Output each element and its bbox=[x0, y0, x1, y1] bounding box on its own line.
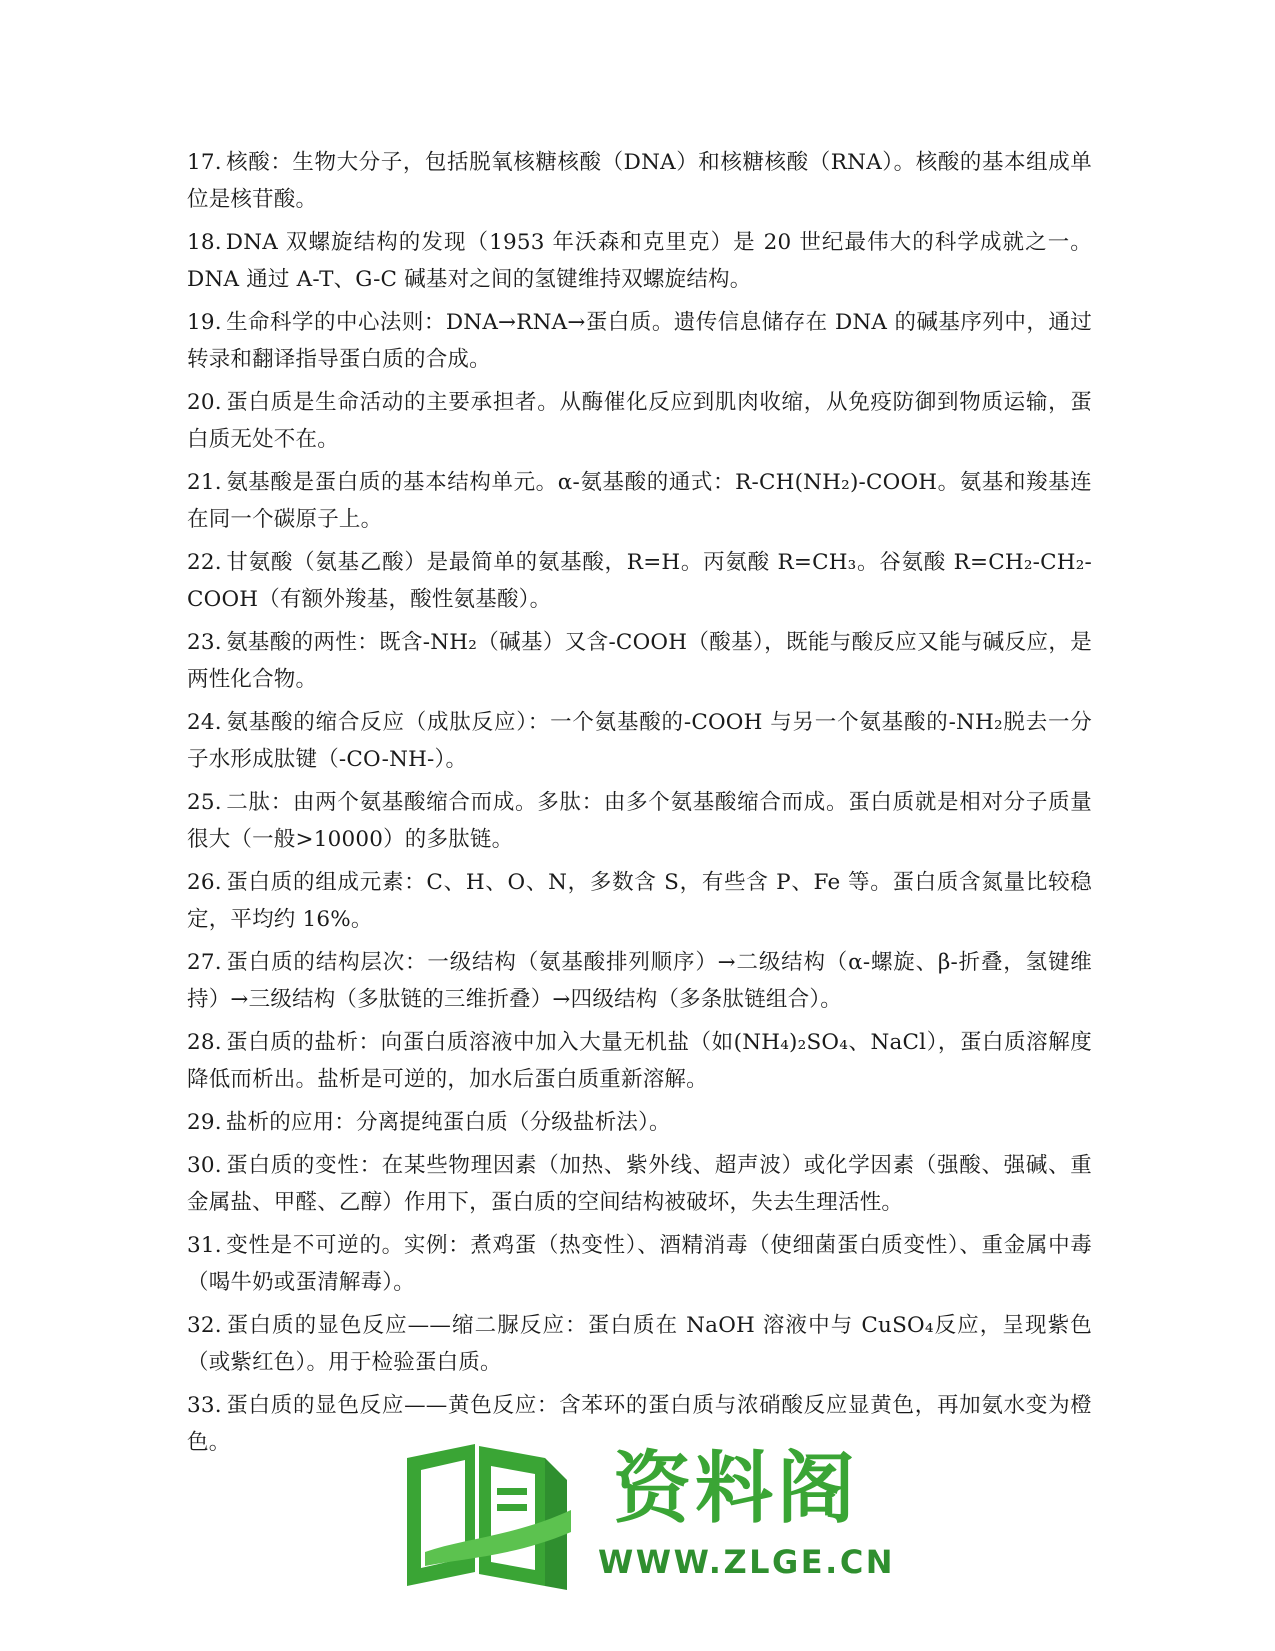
content-list bbox=[187, 144, 1092, 1467]
list-item bbox=[187, 544, 1092, 618]
item-text: 蛋白质的盐析：向蛋白质溶液中加入大量无机盐（如(NH₄)₂SO₄、NaCl），蛋白质溶解度降低而析出。盐析是可逆的，加水后蛋白质重新溶解。 bbox=[187, 1030, 1092, 1092]
item-number: 29. bbox=[187, 1110, 222, 1135]
list-item bbox=[187, 1024, 1092, 1098]
item-text: 蛋白质的结构层次：一级结构（氨基酸排列顺序）→二级结构（α-螺旋、β-折叠，氢键维持）→三级结构（多肽链的三维折叠）→四级结构（多条肽链组合）。 bbox=[187, 950, 1092, 1012]
item-number: 31. bbox=[187, 1233, 222, 1258]
list-item bbox=[187, 944, 1092, 1018]
watermark-logo bbox=[395, 1440, 896, 1590]
item-text: 蛋白质的显色反应——黄色反应：含苯环的蛋白质与浓硝酸反应显黄色，再加氨水变为橙色。 bbox=[187, 1393, 1092, 1455]
item-text: 氨基酸的两性：既含-NH₂（碱基）又含-COOH（酸基），既能与酸反应又能与碱反应，是两性化合物。 bbox=[187, 630, 1092, 692]
item-number: 24. bbox=[187, 710, 222, 735]
list-item bbox=[187, 1227, 1092, 1301]
item-text: 甘氨酸（氨基乙酸）是最简单的氨基酸，R=H。丙氨酸 R=CH₃。谷氨酸 R=CH₂-CH₂-COOH（有额外羧基，酸性氨基酸）。 bbox=[187, 550, 1092, 612]
list-item bbox=[187, 624, 1092, 698]
watermark-title: 资料阁 bbox=[613, 1444, 860, 1534]
item-text: 蛋白质是生命活动的主要承担者。从酶催化反应到肌肉收缩，从免疫防御到物质运输，蛋白质无处不在。 bbox=[187, 390, 1092, 452]
item-text: 变性是不可逆的。实例：煮鸡蛋（热变性）、酒精消毒（使细菌蛋白质变性）、重金属中毒（喝牛奶或蛋清解毒）。 bbox=[187, 1233, 1092, 1295]
item-number: 26. bbox=[187, 870, 222, 895]
watermark-url: WWW.ZLGE.CN bbox=[598, 1543, 896, 1581]
item-text: 生命科学的中心法则：DNA→RNA→蛋白质。遗传信息储存在 DNA 的碱基序列中，通过转录和翻译指导蛋白质的合成。 bbox=[187, 310, 1092, 372]
item-text: 蛋白质的变性：在某些物理因素（加热、紫外线、超声波）或化学因素（强酸、强碱、重金属盐、甲醛、乙醇）作用下，蛋白质的空间结构被破坏，失去生理活性。 bbox=[187, 1153, 1092, 1215]
item-number: 22. bbox=[187, 550, 222, 575]
item-number: 18. bbox=[187, 230, 222, 255]
item-number: 23. bbox=[187, 630, 222, 655]
item-number: 21. bbox=[187, 470, 222, 495]
list-item bbox=[187, 1147, 1092, 1221]
list-item bbox=[187, 704, 1092, 778]
item-text: 盐析的应用：分离提纯蛋白质（分级盐析法）。 bbox=[225, 1110, 671, 1135]
item-number: 27. bbox=[187, 950, 222, 975]
item-number: 32. bbox=[187, 1313, 222, 1338]
list-item bbox=[187, 1307, 1092, 1381]
list-item bbox=[187, 1104, 1092, 1141]
item-text: 氨基酸的缩合反应（成肽反应）：一个氨基酸的-COOH 与另一个氨基酸的-NH₂脱去一分子水形成肽键（-CO-NH-）。 bbox=[187, 710, 1092, 772]
open-book-icon bbox=[395, 1440, 575, 1590]
item-number: 20. bbox=[187, 390, 222, 415]
item-text: 核酸：生物大分子，包括脱氧核糖核酸（DNA）和核糖核酸（RNA）。核酸的基本组成单位是核苷酸。 bbox=[187, 150, 1092, 212]
list-item bbox=[187, 144, 1092, 218]
item-number: 33. bbox=[187, 1393, 222, 1418]
item-text: 氨基酸是蛋白质的基本结构单元。α-氨基酸的通式：R-CH(NH₂)-COOH。氨基和羧基连在同一个碳原子上。 bbox=[187, 470, 1092, 532]
list-item bbox=[187, 224, 1092, 298]
item-text: 蛋白质的显色反应——缩二脲反应：蛋白质在 NaOH 溶液中与 CuSO₄反应，呈现紫色（或紫红色）。用于检验蛋白质。 bbox=[187, 1313, 1092, 1375]
item-text: 二肽：由两个氨基酸缩合而成。多肽：由多个氨基酸缩合而成。蛋白质就是相对分子质量很大（一般>10000）的多肽链。 bbox=[187, 790, 1092, 852]
list-item bbox=[187, 784, 1092, 858]
item-number: 28. bbox=[187, 1030, 222, 1055]
list-item bbox=[187, 304, 1092, 378]
list-item bbox=[187, 384, 1092, 458]
item-number: 17. bbox=[187, 150, 222, 175]
item-number: 25. bbox=[187, 790, 222, 815]
item-number: 19. bbox=[187, 310, 222, 335]
list-item bbox=[187, 864, 1092, 938]
item-number: 30. bbox=[187, 1153, 222, 1178]
item-text: 蛋白质的组成元素：C、H、O、N，多数含 S，有些含 P、Fe 等。蛋白质含氮量比较稳定，平均约 16%。 bbox=[187, 870, 1092, 932]
list-item bbox=[187, 464, 1092, 538]
item-text: DNA 双螺旋结构的发现（1953 年沃森和克里克）是 20 世纪最伟大的科学成就之一。DNA 通过 A-T、G-C 碱基对之间的氢键维持双螺旋结构。 bbox=[187, 230, 1092, 292]
